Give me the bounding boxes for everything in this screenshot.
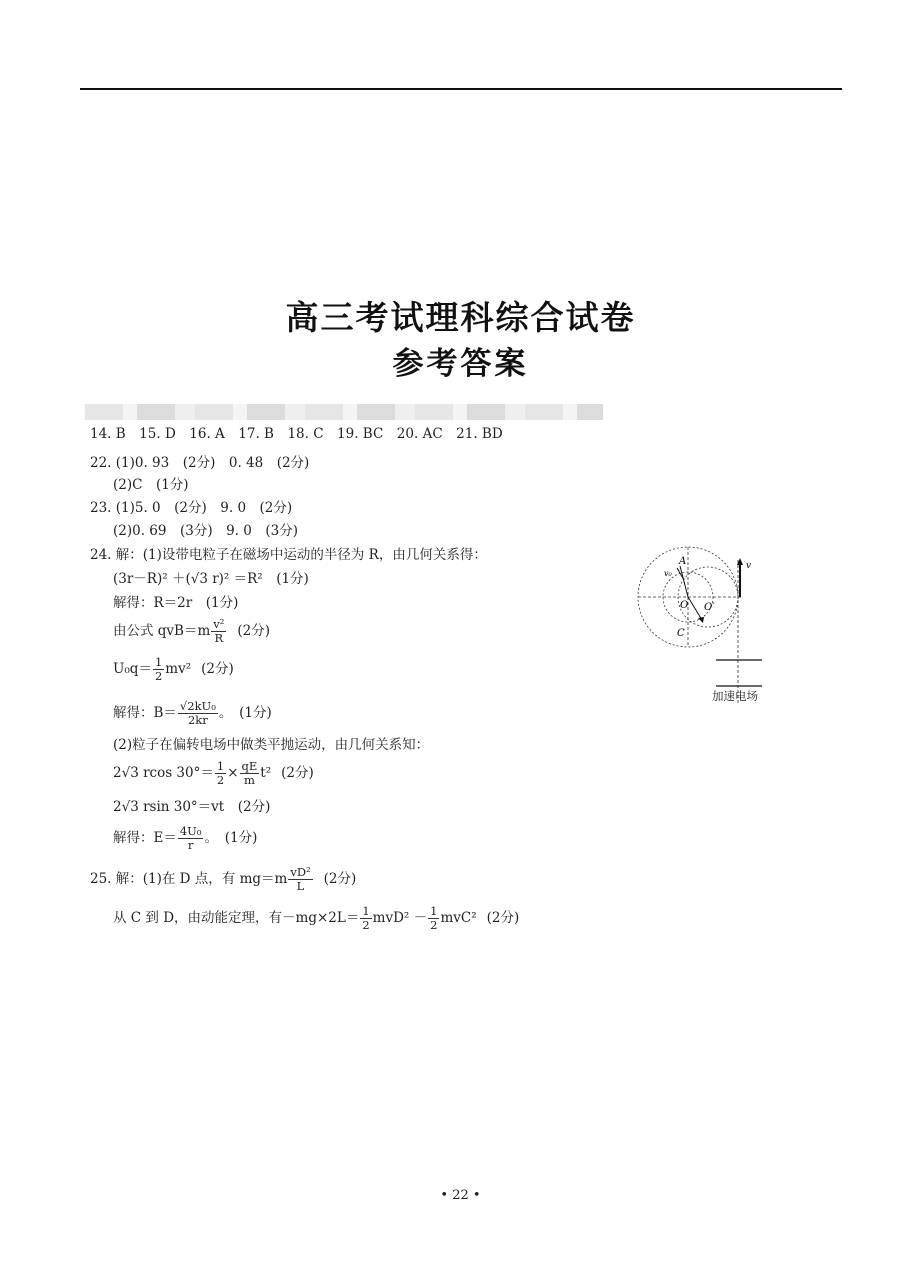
q24-eq5-den: 2kr	[187, 713, 208, 727]
q24-eq6-num: 1	[216, 759, 225, 773]
q24-eq6-den: 2	[216, 773, 225, 787]
q24-eq1: (3r－R)² ＋(√3 r)² ＝R² (1分)	[113, 571, 309, 587]
radius-arrowhead	[698, 617, 704, 623]
q24-eq8-fraction	[178, 825, 204, 852]
q24-eq8	[113, 825, 257, 852]
q25-eq1-den: L	[296, 879, 305, 893]
q25-eq2-fraction-1	[360, 905, 371, 932]
q24-eq3	[113, 618, 270, 645]
q24-eq8-score: 。 (1分)	[204, 830, 258, 846]
q24-eq3-score: (2分)	[237, 623, 271, 639]
label-O-prime: O′	[704, 602, 715, 613]
q24-eq3-fraction	[211, 618, 226, 645]
q25-eq1-num: vD²	[290, 865, 311, 879]
q24-eq4-fraction	[153, 656, 164, 683]
q24-eq7: 2√3 rsin 30°＝vt (2分)	[113, 799, 271, 815]
q24-eq6-fraction-1	[215, 760, 226, 787]
q25-eq2-den1: 2	[362, 918, 370, 932]
q24-eq4-score: (2分)	[201, 661, 234, 677]
answer-mc: 14. B 15. D 16. A 17. B 18. C 19. BC 20. AC 21. BD	[90, 426, 503, 442]
q24-eq5-fraction	[178, 700, 218, 727]
q25-eq2-pre: 从 C 到 D，由动能定理，有－mg×2L＝	[113, 910, 360, 926]
q24-eq8-den: r	[187, 838, 194, 852]
page-number: • 22 •	[440, 1188, 481, 1203]
q24-eq3-num: v²	[213, 617, 225, 631]
answer-23-1: 23. (1)5. 0 (2分) 9. 0 (2分)	[90, 500, 293, 516]
q24-eq6-den2: m	[243, 773, 255, 787]
diagram-caption: 加速电场	[712, 689, 758, 703]
q24-eq5-pre: 解得：B＝	[113, 705, 177, 721]
q25-eq2-mid: mvD² －	[372, 910, 428, 926]
physics-diagram	[632, 540, 772, 705]
label-v0: v₀	[664, 569, 672, 578]
q24-eq8-num: 4U₀	[179, 824, 202, 838]
q25-eq2-num2: 1	[430, 904, 438, 918]
q24-intro: 24. 解：(1)设带电粒子在磁场中运动的半径为 R，由几何关系得：	[90, 547, 487, 563]
q24-eq6-score: (2分)	[281, 765, 314, 781]
label-O: O	[680, 600, 689, 611]
answer-23-2: (2)0. 69 (3分) 9. 0 (3分)	[113, 523, 298, 539]
q24-part2: (2)粒子在偏转电场中做类平抛运动，由几何关系知：	[113, 737, 430, 753]
q24-eq6-post: t²	[260, 765, 272, 781]
q24-eq4	[113, 656, 234, 683]
radius-line-A	[680, 566, 688, 597]
q25-eq1-pre: 25. 解：(1)在 D 点，有 mg＝m	[90, 871, 288, 887]
q24-eq4-pre: U₀q＝	[113, 661, 152, 677]
q25-eq2-fraction-2	[428, 905, 439, 932]
q24-eq6-pre: 2√3 rcos 30°＝	[113, 765, 214, 781]
q25-eq1-fraction	[288, 866, 312, 893]
answer-22-2: (2)C (1分)	[113, 477, 189, 493]
label-C: C	[677, 628, 685, 639]
q24-eq5-num: √2kU₀	[179, 699, 216, 713]
q24-eq6-fraction-2	[240, 760, 260, 787]
q25-eq2-score: (2分)	[486, 910, 520, 926]
radius-arrow	[688, 597, 702, 620]
label-v: v	[746, 561, 752, 571]
q25-eq1	[90, 866, 356, 893]
q25-eq2	[113, 905, 519, 932]
q24-eq6-mid: ×	[227, 765, 239, 781]
q25-eq1-score: (2分)	[323, 871, 357, 887]
answer-22-1: 22. (1)0. 93 (2分) 0. 48 (2分)	[90, 455, 310, 471]
page-title: 高三考试理科综合试卷	[285, 298, 636, 337]
page-subtitle: 参考答案	[392, 346, 529, 382]
q24-eq3-pre: 由公式 qvB＝m	[113, 623, 211, 639]
q24-eq5	[113, 700, 272, 727]
q24-eq4-den: 2	[154, 669, 163, 683]
label-A: A	[679, 556, 687, 567]
q24-eq3-den: R	[214, 631, 224, 645]
q24-eq6	[113, 760, 314, 787]
q24-eq8-pre: 解得：E＝	[113, 830, 177, 846]
q25-eq2-post: mvC²	[440, 910, 477, 926]
q24-eq6-num2: qE	[241, 759, 258, 773]
q25-eq2-num1: 1	[362, 904, 370, 918]
top-rule	[80, 88, 842, 90]
q25-eq2-den2: 2	[430, 918, 438, 932]
q24-eq4-post: mv²	[165, 661, 192, 677]
q24-eq2: 解得：R＝2r (1分)	[113, 595, 239, 611]
q24-eq4-num: 1	[154, 655, 163, 669]
blurred-line	[85, 404, 603, 420]
q24-eq5-score: 。 (1分)	[218, 705, 272, 721]
